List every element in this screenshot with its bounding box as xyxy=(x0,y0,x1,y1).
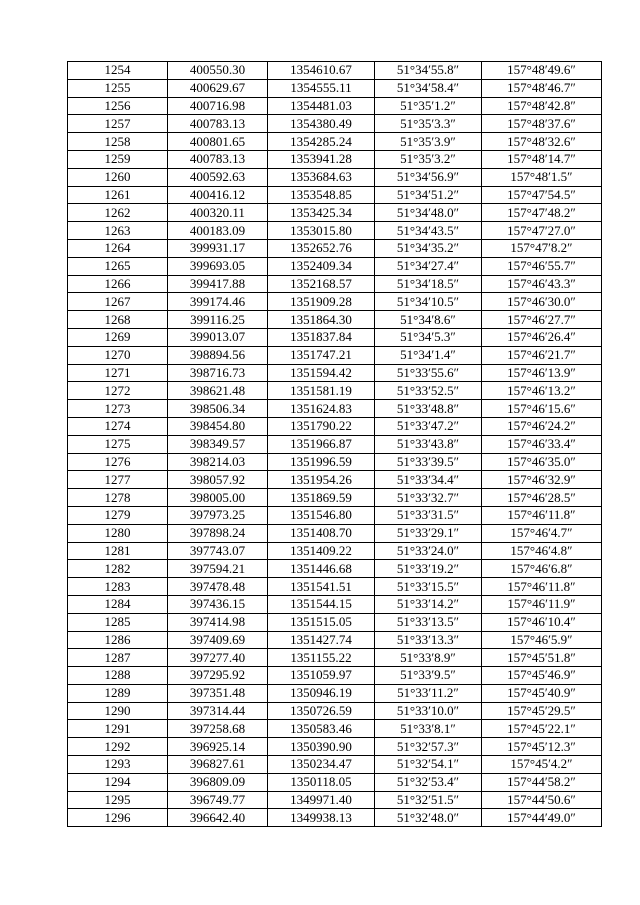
x-coordinate-cell: 399174.46 xyxy=(168,293,268,311)
longitude-cell: 157°46′6.8″ xyxy=(482,560,602,578)
latitude-cell: 51°33′24.0″ xyxy=(375,542,482,560)
point-number-cell: 1294 xyxy=(68,773,168,791)
longitude-cell: 157°46′26.4″ xyxy=(482,328,602,346)
table-row xyxy=(68,417,602,435)
longitude-cell: 157°46′11.9″ xyxy=(482,595,602,613)
y-coordinate-cell: 1351996.59 xyxy=(268,453,375,471)
longitude-cell: 157°46′10.4″ xyxy=(482,613,602,631)
y-coordinate-cell: 1354555.11 xyxy=(268,79,375,97)
y-coordinate-cell: 1353425.34 xyxy=(268,204,375,222)
latitude-cell: 51°33′9.5″ xyxy=(375,667,482,685)
latitude-cell: 51°33′19.2″ xyxy=(375,560,482,578)
y-coordinate-cell: 1353548.85 xyxy=(268,186,375,204)
x-coordinate-cell: 400320.11 xyxy=(168,204,268,222)
y-coordinate-cell: 1351544.15 xyxy=(268,595,375,613)
y-coordinate-cell: 1351837.84 xyxy=(268,328,375,346)
x-coordinate-cell: 397973.25 xyxy=(168,506,268,524)
longitude-cell: 157°46′43.3″ xyxy=(482,275,602,293)
longitude-cell: 157°46′35.0″ xyxy=(482,453,602,471)
y-coordinate-cell: 1350390.90 xyxy=(268,738,375,756)
table-row xyxy=(68,702,602,720)
x-coordinate-cell: 397295.92 xyxy=(168,667,268,685)
table-row xyxy=(68,168,602,186)
latitude-cell: 51°32′48.0″ xyxy=(375,809,482,827)
x-coordinate-cell: 396827.61 xyxy=(168,756,268,774)
longitude-cell: 157°46′27.7″ xyxy=(482,311,602,329)
table-row xyxy=(68,257,602,275)
y-coordinate-cell: 1349938.13 xyxy=(268,809,375,827)
longitude-cell: 157°46′4.8″ xyxy=(482,542,602,560)
latitude-cell: 51°33′14.2″ xyxy=(375,595,482,613)
table-row xyxy=(68,613,602,631)
latitude-cell: 51°34′56.9″ xyxy=(375,168,482,186)
table-row xyxy=(68,435,602,453)
longitude-cell: 157°46′11.8″ xyxy=(482,506,602,524)
table-row xyxy=(68,275,602,293)
latitude-cell: 51°33′55.6″ xyxy=(375,364,482,382)
x-coordinate-cell: 400183.09 xyxy=(168,222,268,240)
longitude-cell: 157°45′46.9″ xyxy=(482,667,602,685)
y-coordinate-cell: 1351155.22 xyxy=(268,649,375,667)
point-number-cell: 1284 xyxy=(68,595,168,613)
point-number-cell: 1280 xyxy=(68,524,168,542)
table-row xyxy=(68,631,602,649)
latitude-cell: 51°33′15.5″ xyxy=(375,578,482,596)
table-row xyxy=(68,720,602,738)
point-number-cell: 1259 xyxy=(68,150,168,168)
longitude-cell: 157°48′32.6″ xyxy=(482,133,602,151)
latitude-cell: 51°35′1.2″ xyxy=(375,97,482,115)
longitude-cell: 157°46′32.9″ xyxy=(482,471,602,489)
longitude-cell: 157°48′37.6″ xyxy=(482,115,602,133)
point-number-cell: 1293 xyxy=(68,756,168,774)
y-coordinate-cell: 1351409.22 xyxy=(268,542,375,560)
latitude-cell: 51°33′8.9″ xyxy=(375,649,482,667)
x-coordinate-cell: 397351.48 xyxy=(168,684,268,702)
latitude-cell: 51°34′51.2″ xyxy=(375,186,482,204)
latitude-cell: 51°33′39.5″ xyxy=(375,453,482,471)
table-row xyxy=(68,542,602,560)
x-coordinate-cell: 400783.13 xyxy=(168,150,268,168)
point-number-cell: 1254 xyxy=(68,62,168,80)
longitude-cell: 157°45′22.1″ xyxy=(482,720,602,738)
x-coordinate-cell: 396749.77 xyxy=(168,791,268,809)
point-number-cell: 1275 xyxy=(68,435,168,453)
y-coordinate-cell: 1354380.49 xyxy=(268,115,375,133)
point-number-cell: 1264 xyxy=(68,239,168,257)
y-coordinate-cell: 1351864.30 xyxy=(268,311,375,329)
x-coordinate-cell: 399116.25 xyxy=(168,311,268,329)
y-coordinate-cell: 1351594.42 xyxy=(268,364,375,382)
latitude-cell: 51°33′13.3″ xyxy=(375,631,482,649)
longitude-cell: 157°45′12.3″ xyxy=(482,738,602,756)
x-coordinate-cell: 400716.98 xyxy=(168,97,268,115)
point-number-cell: 1261 xyxy=(68,186,168,204)
table-row xyxy=(68,471,602,489)
table-row xyxy=(68,524,602,542)
y-coordinate-cell: 1350118.05 xyxy=(268,773,375,791)
latitude-cell: 51°34′55.8″ xyxy=(375,62,482,80)
point-number-cell: 1278 xyxy=(68,489,168,507)
longitude-cell: 157°46′5.9″ xyxy=(482,631,602,649)
latitude-cell: 51°35′3.2″ xyxy=(375,150,482,168)
longitude-cell: 157°46′55.7″ xyxy=(482,257,602,275)
y-coordinate-cell: 1354285.24 xyxy=(268,133,375,151)
point-number-cell: 1268 xyxy=(68,311,168,329)
x-coordinate-cell: 398506.34 xyxy=(168,400,268,418)
table-row xyxy=(68,684,602,702)
table-row xyxy=(68,560,602,578)
y-coordinate-cell: 1349971.40 xyxy=(268,791,375,809)
latitude-cell: 51°32′57.3″ xyxy=(375,738,482,756)
latitude-cell: 51°34′5.3″ xyxy=(375,328,482,346)
longitude-cell: 157°47′48.2″ xyxy=(482,204,602,222)
y-coordinate-cell: 1351059.97 xyxy=(268,667,375,685)
table-row xyxy=(68,311,602,329)
table-row xyxy=(68,186,602,204)
point-number-cell: 1269 xyxy=(68,328,168,346)
point-number-cell: 1270 xyxy=(68,346,168,364)
latitude-cell: 51°34′1.4″ xyxy=(375,346,482,364)
table-row xyxy=(68,400,602,418)
table-row xyxy=(68,364,602,382)
latitude-cell: 51°33′10.0″ xyxy=(375,702,482,720)
latitude-cell: 51°35′3.9″ xyxy=(375,133,482,151)
y-coordinate-cell: 1351624.83 xyxy=(268,400,375,418)
latitude-cell: 51°33′47.2″ xyxy=(375,417,482,435)
table-row xyxy=(68,756,602,774)
x-coordinate-cell: 400783.13 xyxy=(168,115,268,133)
y-coordinate-cell: 1351446.68 xyxy=(268,560,375,578)
table-row xyxy=(68,97,602,115)
latitude-cell: 51°34′8.6″ xyxy=(375,311,482,329)
latitude-cell: 51°32′51.5″ xyxy=(375,791,482,809)
point-number-cell: 1263 xyxy=(68,222,168,240)
x-coordinate-cell: 398349.57 xyxy=(168,435,268,453)
x-coordinate-cell: 399931.17 xyxy=(168,239,268,257)
x-coordinate-cell: 399417.88 xyxy=(168,275,268,293)
latitude-cell: 51°33′11.2″ xyxy=(375,684,482,702)
table-row xyxy=(68,453,602,471)
x-coordinate-cell: 397314.44 xyxy=(168,702,268,720)
y-coordinate-cell: 1351909.28 xyxy=(268,293,375,311)
latitude-cell: 51°32′53.4″ xyxy=(375,773,482,791)
longitude-cell: 157°48′42.8″ xyxy=(482,97,602,115)
longitude-cell: 157°46′4.7″ xyxy=(482,524,602,542)
longitude-cell: 157°47′8.2″ xyxy=(482,239,602,257)
y-coordinate-cell: 1352409.34 xyxy=(268,257,375,275)
y-coordinate-cell: 1353015.80 xyxy=(268,222,375,240)
x-coordinate-cell: 397409.69 xyxy=(168,631,268,649)
x-coordinate-cell: 397478.48 xyxy=(168,578,268,596)
table-row xyxy=(68,791,602,809)
table-row xyxy=(68,649,602,667)
longitude-cell: 157°46′13.2″ xyxy=(482,382,602,400)
table-row xyxy=(68,738,602,756)
point-number-cell: 1287 xyxy=(68,649,168,667)
y-coordinate-cell: 1350726.59 xyxy=(268,702,375,720)
y-coordinate-cell: 1353941.28 xyxy=(268,150,375,168)
point-number-cell: 1296 xyxy=(68,809,168,827)
x-coordinate-cell: 400592.63 xyxy=(168,168,268,186)
x-coordinate-cell: 400550.30 xyxy=(168,62,268,80)
point-number-cell: 1289 xyxy=(68,684,168,702)
x-coordinate-cell: 398454.80 xyxy=(168,417,268,435)
point-number-cell: 1257 xyxy=(68,115,168,133)
point-number-cell: 1271 xyxy=(68,364,168,382)
y-coordinate-cell: 1351546.80 xyxy=(268,506,375,524)
table-row xyxy=(68,382,602,400)
x-coordinate-cell: 397898.24 xyxy=(168,524,268,542)
table-row xyxy=(68,809,602,827)
longitude-cell: 157°45′29.5″ xyxy=(482,702,602,720)
latitude-cell: 51°33′8.1″ xyxy=(375,720,482,738)
table-row xyxy=(68,328,602,346)
point-number-cell: 1279 xyxy=(68,506,168,524)
x-coordinate-cell: 399693.05 xyxy=(168,257,268,275)
point-number-cell: 1282 xyxy=(68,560,168,578)
longitude-cell: 157°46′13.9″ xyxy=(482,364,602,382)
table-row xyxy=(68,346,602,364)
table-row xyxy=(68,773,602,791)
x-coordinate-cell: 398621.48 xyxy=(168,382,268,400)
x-coordinate-cell: 400629.67 xyxy=(168,79,268,97)
point-number-cell: 1262 xyxy=(68,204,168,222)
latitude-cell: 51°34′48.0″ xyxy=(375,204,482,222)
x-coordinate-cell: 397414.98 xyxy=(168,613,268,631)
longitude-cell: 157°45′4.2″ xyxy=(482,756,602,774)
point-number-cell: 1265 xyxy=(68,257,168,275)
longitude-cell: 157°47′54.5″ xyxy=(482,186,602,204)
y-coordinate-cell: 1352652.76 xyxy=(268,239,375,257)
latitude-cell: 51°32′54.1″ xyxy=(375,756,482,774)
longitude-cell: 157°45′51.8″ xyxy=(482,649,602,667)
coordinates-table xyxy=(67,61,602,827)
table-row xyxy=(68,595,602,613)
latitude-cell: 51°35′3.3″ xyxy=(375,115,482,133)
table-row xyxy=(68,489,602,507)
y-coordinate-cell: 1350583.46 xyxy=(268,720,375,738)
table-row xyxy=(68,133,602,151)
table-row xyxy=(68,222,602,240)
longitude-cell: 157°46′33.4″ xyxy=(482,435,602,453)
y-coordinate-cell: 1351581.19 xyxy=(268,382,375,400)
longitude-cell: 157°46′21.7″ xyxy=(482,346,602,364)
latitude-cell: 51°34′18.5″ xyxy=(375,275,482,293)
latitude-cell: 51°34′27.4″ xyxy=(375,257,482,275)
y-coordinate-cell: 1354610.67 xyxy=(268,62,375,80)
longitude-cell: 157°45′40.9″ xyxy=(482,684,602,702)
latitude-cell: 51°33′52.5″ xyxy=(375,382,482,400)
point-number-cell: 1258 xyxy=(68,133,168,151)
point-number-cell: 1288 xyxy=(68,667,168,685)
x-coordinate-cell: 397258.68 xyxy=(168,720,268,738)
point-number-cell: 1274 xyxy=(68,417,168,435)
y-coordinate-cell: 1351954.26 xyxy=(268,471,375,489)
x-coordinate-cell: 400801.65 xyxy=(168,133,268,151)
point-number-cell: 1291 xyxy=(68,720,168,738)
y-coordinate-cell: 1351869.59 xyxy=(268,489,375,507)
x-coordinate-cell: 400416.12 xyxy=(168,186,268,204)
longitude-cell: 157°46′30.0″ xyxy=(482,293,602,311)
table-body xyxy=(68,62,602,827)
y-coordinate-cell: 1351541.51 xyxy=(268,578,375,596)
point-number-cell: 1267 xyxy=(68,293,168,311)
table-row xyxy=(68,150,602,168)
table-row xyxy=(68,62,602,80)
table-row xyxy=(68,79,602,97)
table-row xyxy=(68,578,602,596)
latitude-cell: 51°33′31.5″ xyxy=(375,506,482,524)
point-number-cell: 1286 xyxy=(68,631,168,649)
latitude-cell: 51°34′35.2″ xyxy=(375,239,482,257)
y-coordinate-cell: 1351427.74 xyxy=(268,631,375,649)
table-row xyxy=(68,239,602,257)
y-coordinate-cell: 1351966.87 xyxy=(268,435,375,453)
point-number-cell: 1283 xyxy=(68,578,168,596)
latitude-cell: 51°34′43.5″ xyxy=(375,222,482,240)
x-coordinate-cell: 397743.07 xyxy=(168,542,268,560)
point-number-cell: 1295 xyxy=(68,791,168,809)
longitude-cell: 157°44′58.2″ xyxy=(482,773,602,791)
table-row xyxy=(68,204,602,222)
longitude-cell: 157°46′11.8″ xyxy=(482,578,602,596)
y-coordinate-cell: 1350234.47 xyxy=(268,756,375,774)
x-coordinate-cell: 398005.00 xyxy=(168,489,268,507)
table-row xyxy=(68,293,602,311)
x-coordinate-cell: 399013.07 xyxy=(168,328,268,346)
point-number-cell: 1260 xyxy=(68,168,168,186)
x-coordinate-cell: 397436.15 xyxy=(168,595,268,613)
point-number-cell: 1277 xyxy=(68,471,168,489)
point-number-cell: 1255 xyxy=(68,79,168,97)
point-number-cell: 1272 xyxy=(68,382,168,400)
latitude-cell: 51°33′29.1″ xyxy=(375,524,482,542)
x-coordinate-cell: 397594.21 xyxy=(168,560,268,578)
longitude-cell: 157°48′46.7″ xyxy=(482,79,602,97)
x-coordinate-cell: 397277.40 xyxy=(168,649,268,667)
point-number-cell: 1266 xyxy=(68,275,168,293)
point-number-cell: 1292 xyxy=(68,738,168,756)
longitude-cell: 157°44′49.0″ xyxy=(482,809,602,827)
longitude-cell: 157°48′1.5″ xyxy=(482,168,602,186)
y-coordinate-cell: 1351747.21 xyxy=(268,346,375,364)
x-coordinate-cell: 398214.03 xyxy=(168,453,268,471)
longitude-cell: 157°48′14.7″ xyxy=(482,150,602,168)
x-coordinate-cell: 398716.73 xyxy=(168,364,268,382)
table-row xyxy=(68,506,602,524)
latitude-cell: 51°34′10.5″ xyxy=(375,293,482,311)
point-number-cell: 1256 xyxy=(68,97,168,115)
y-coordinate-cell: 1351515.05 xyxy=(268,613,375,631)
latitude-cell: 51°34′58.4″ xyxy=(375,79,482,97)
longitude-cell: 157°47′27.0″ xyxy=(482,222,602,240)
longitude-cell: 157°46′28.5″ xyxy=(482,489,602,507)
longitude-cell: 157°48′49.6″ xyxy=(482,62,602,80)
x-coordinate-cell: 398057.92 xyxy=(168,471,268,489)
point-number-cell: 1290 xyxy=(68,702,168,720)
latitude-cell: 51°33′48.8″ xyxy=(375,400,482,418)
y-coordinate-cell: 1351790.22 xyxy=(268,417,375,435)
latitude-cell: 51°33′32.7″ xyxy=(375,489,482,507)
y-coordinate-cell: 1351408.70 xyxy=(268,524,375,542)
longitude-cell: 157°44′50.6″ xyxy=(482,791,602,809)
table-row xyxy=(68,115,602,133)
point-number-cell: 1273 xyxy=(68,400,168,418)
y-coordinate-cell: 1352168.57 xyxy=(268,275,375,293)
longitude-cell: 157°46′24.2″ xyxy=(482,417,602,435)
y-coordinate-cell: 1350946.19 xyxy=(268,684,375,702)
point-number-cell: 1281 xyxy=(68,542,168,560)
x-coordinate-cell: 396925.14 xyxy=(168,738,268,756)
latitude-cell: 51°33′13.5″ xyxy=(375,613,482,631)
x-coordinate-cell: 396642.40 xyxy=(168,809,268,827)
y-coordinate-cell: 1353684.63 xyxy=(268,168,375,186)
x-coordinate-cell: 398894.56 xyxy=(168,346,268,364)
table-row xyxy=(68,667,602,685)
x-coordinate-cell: 396809.09 xyxy=(168,773,268,791)
point-number-cell: 1276 xyxy=(68,453,168,471)
y-coordinate-cell: 1354481.03 xyxy=(268,97,375,115)
point-number-cell: 1285 xyxy=(68,613,168,631)
latitude-cell: 51°33′34.4″ xyxy=(375,471,482,489)
latitude-cell: 51°33′43.8″ xyxy=(375,435,482,453)
longitude-cell: 157°46′15.6″ xyxy=(482,400,602,418)
